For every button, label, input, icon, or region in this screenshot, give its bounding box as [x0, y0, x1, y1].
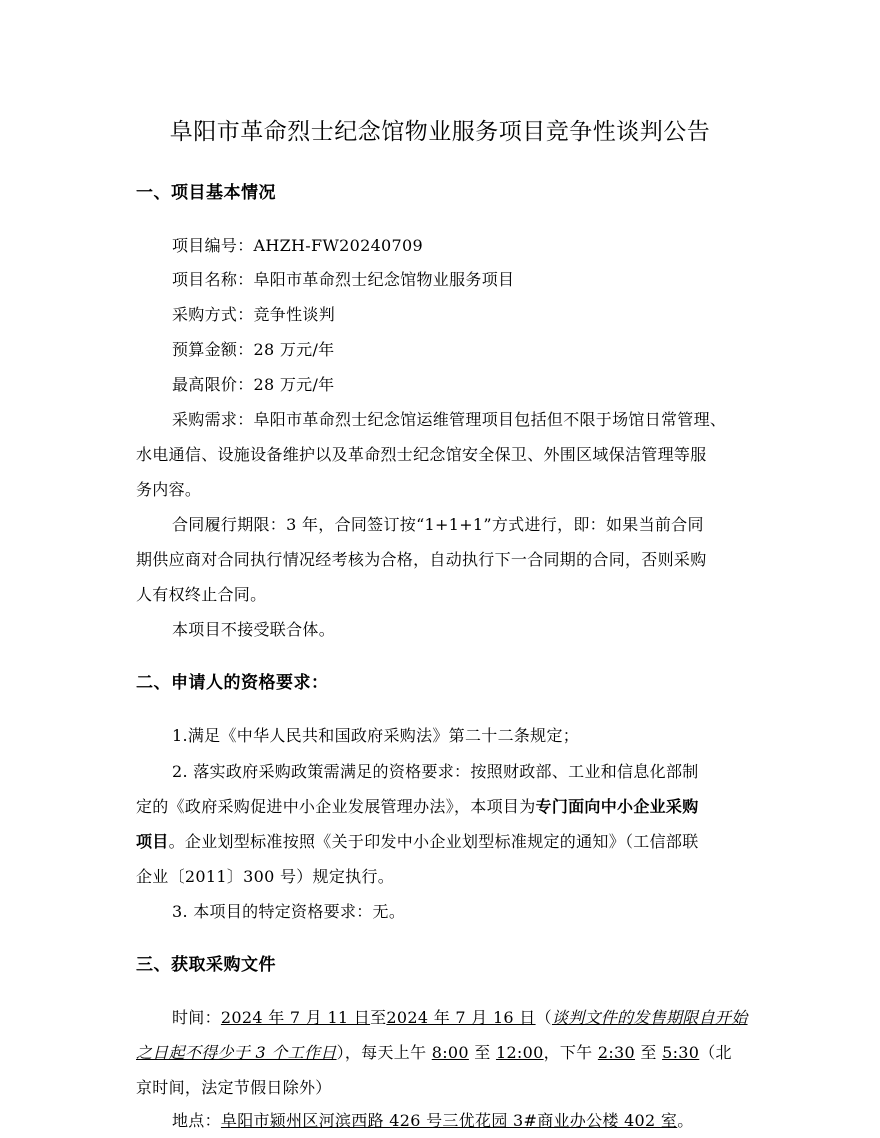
document-title: 阜阳市革命烈士纪念馆物业服务项目竞争性谈判公告: [169, 119, 711, 145]
am-start: 8:00: [431, 1043, 469, 1062]
time-start: 2024 年 7 月 11 日: [220, 1008, 371, 1027]
time-line1: [172, 1005, 748, 1028]
time-line3: 京时间，法定节假日除外）: [136, 1078, 332, 1097]
section3-heading: 三、获取采购文件: [136, 955, 276, 975]
time-note-close: ），每天上午: [336, 1043, 432, 1062]
am-end: 12:00: [495, 1043, 544, 1062]
section1-heading: 一、项目基本情况: [136, 183, 276, 203]
procurement-demand-line1: 采购需求：阜阳市革命烈士纪念馆运维管理项目包括但不限于场馆日常管理、: [172, 410, 727, 429]
max-price: 最高限价：28 万元/年: [172, 375, 335, 394]
contract-term-line3: 人有权终止合同。: [136, 585, 267, 604]
place-line: [172, 1108, 694, 1131]
time-label: 时间：: [172, 1008, 221, 1027]
time-to: 至: [370, 1008, 387, 1027]
time-note-line1: 谈判文件的发售期限自开始: [551, 1008, 748, 1027]
section2-heading: 二、申请人的资格要求：: [136, 673, 329, 693]
place-end: 。: [677, 1111, 694, 1130]
place-address: 阜阳市颍州区河滨西路 426 号三优花园 3#商业办公楼 402 室: [220, 1111, 678, 1130]
contract-term-line1: 合同履行期限：3 年，合同签订按“1+1+1”方式进行，即：如果当前合同: [172, 515, 704, 534]
project-number: 项目编号：AHZH-FW20240709: [172, 236, 423, 255]
budget-amount: 预算金额：28 万元/年: [172, 340, 335, 359]
contract-term-line2: 期供应商对合同执行情况经考核为合格，自动执行下一合同期的合同，否则采购: [136, 550, 707, 569]
qualification-item1: 1.满足《中华人民共和国政府采购法》第二十二条规定；: [172, 726, 580, 745]
procurement-demand-line3: 务内容。: [136, 480, 202, 499]
sme-emphasis-part1: 专门面向中小企业采购: [535, 797, 699, 816]
qualification-item2-line4: 企业〔2011〕300 号）规定执行。: [136, 867, 395, 886]
place-label: 地点：: [172, 1111, 221, 1130]
sme-emphasis-part2: 项目: [136, 832, 169, 851]
time-note-open: （: [535, 1008, 552, 1027]
qualification-item3: 3. 本项目的特定资格要求：无。: [172, 902, 406, 921]
qualification-item2-line1: 2. 落实政府采购政策需满足的资格要求：按照财政部、工业和信息化部制: [172, 762, 699, 781]
procurement-demand-line2: 水电通信、设施设备维护以及革命烈士纪念馆安全保卫、外围区域保洁管理等服: [136, 445, 707, 464]
project-name: 项目名称：阜阳市革命烈士纪念馆物业服务项目: [172, 270, 515, 289]
time-line2: [136, 1040, 732, 1063]
pm-to: 至: [635, 1043, 663, 1062]
consortium-note: 本项目不接受联合体。: [172, 620, 336, 639]
item2-line2-text: 定的《政府采购促进中小企业发展管理办法》，本项目为: [136, 797, 536, 816]
qualification-item2-line3: [136, 829, 699, 852]
procurement-method: 采购方式：竞争性谈判: [172, 305, 336, 324]
am-to: 至: [468, 1043, 496, 1062]
pm-label: ，下午: [543, 1043, 598, 1062]
pm-start: 2:30: [597, 1043, 636, 1062]
qualification-item2-line2: [136, 794, 699, 817]
item2-line3-text: 。企业划型标准按照《关于印发中小企业划型标准规定的通知》（工信部联: [168, 832, 699, 851]
pm-end: 5:30: [662, 1043, 700, 1062]
time-tail: （北: [699, 1043, 732, 1062]
time-end: 2024 年 7 月 16 日: [386, 1008, 536, 1027]
time-note-line2: 之日起不得少于 3 个工作日: [136, 1043, 337, 1062]
